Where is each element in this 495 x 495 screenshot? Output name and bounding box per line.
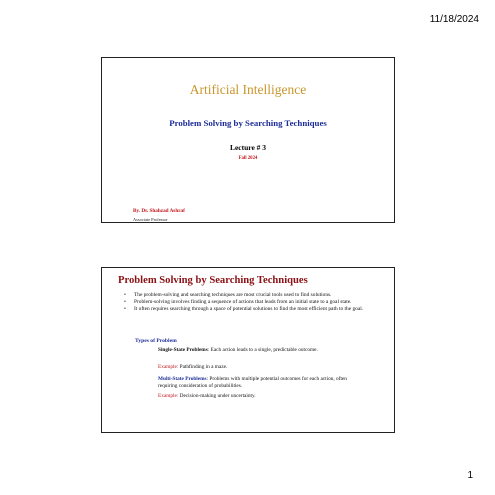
bullet-icon: • [124,292,126,298]
bullet-text: It often requires searching through a space of potential solutions to find the most efficient path to the goal. [134,305,364,312]
bullet-item [124,292,376,299]
lecture-subtitle: Problem Solving by Searching Techniques [169,118,327,128]
multi-state-term: Multi-State Problems [158,376,207,382]
course-title: Artificial Intelligence [189,82,307,97]
example-label: Example: [158,364,179,370]
single-state-description [158,347,348,354]
bullet-text: Problem-solving involves finding a sequence of actions that leads from an initial state to a goal state. [134,298,352,305]
example-text: Decision-making under uncertainty. [178,393,256,399]
slide-heading: Problem Solving by Searching Techniques [118,275,308,286]
author-role: Associate Professor [133,217,168,222]
slide-content [101,267,395,433]
bullet-icon: • [124,298,126,305]
author-name: By. Dr. Shahzad Ashraf [133,208,185,214]
example-text: Pathfinding in a maze. [178,364,228,370]
page-number: 1 [467,470,473,481]
multi-state-example [158,393,348,400]
single-state-text: : Each action leads to a single, predictable outcome. [207,347,318,353]
bullet-text: The problem-solving and searching techniques are most crucial tools used to find solutions. [134,292,332,298]
bullet-icon: • [124,305,126,312]
bullet-list [124,292,376,313]
slide-title [101,57,395,223]
bullet-item [124,306,376,313]
types-heading: Types of Problem [135,338,177,344]
multi-state-text: : Problems with multiple potential outcomes for each action, often requiring consideration of probabilities. [158,376,347,389]
header-date: 11/18/2024 [429,14,479,25]
multi-state-description [158,376,348,389]
bullet-item [124,299,376,306]
example-label: Example: [158,393,179,399]
single-state-example [158,364,348,371]
single-state-term: Single-State Problems [158,347,208,353]
term-label: Fall 2024 [238,156,258,161]
lecture-number: Lecture # 3 [229,143,267,152]
